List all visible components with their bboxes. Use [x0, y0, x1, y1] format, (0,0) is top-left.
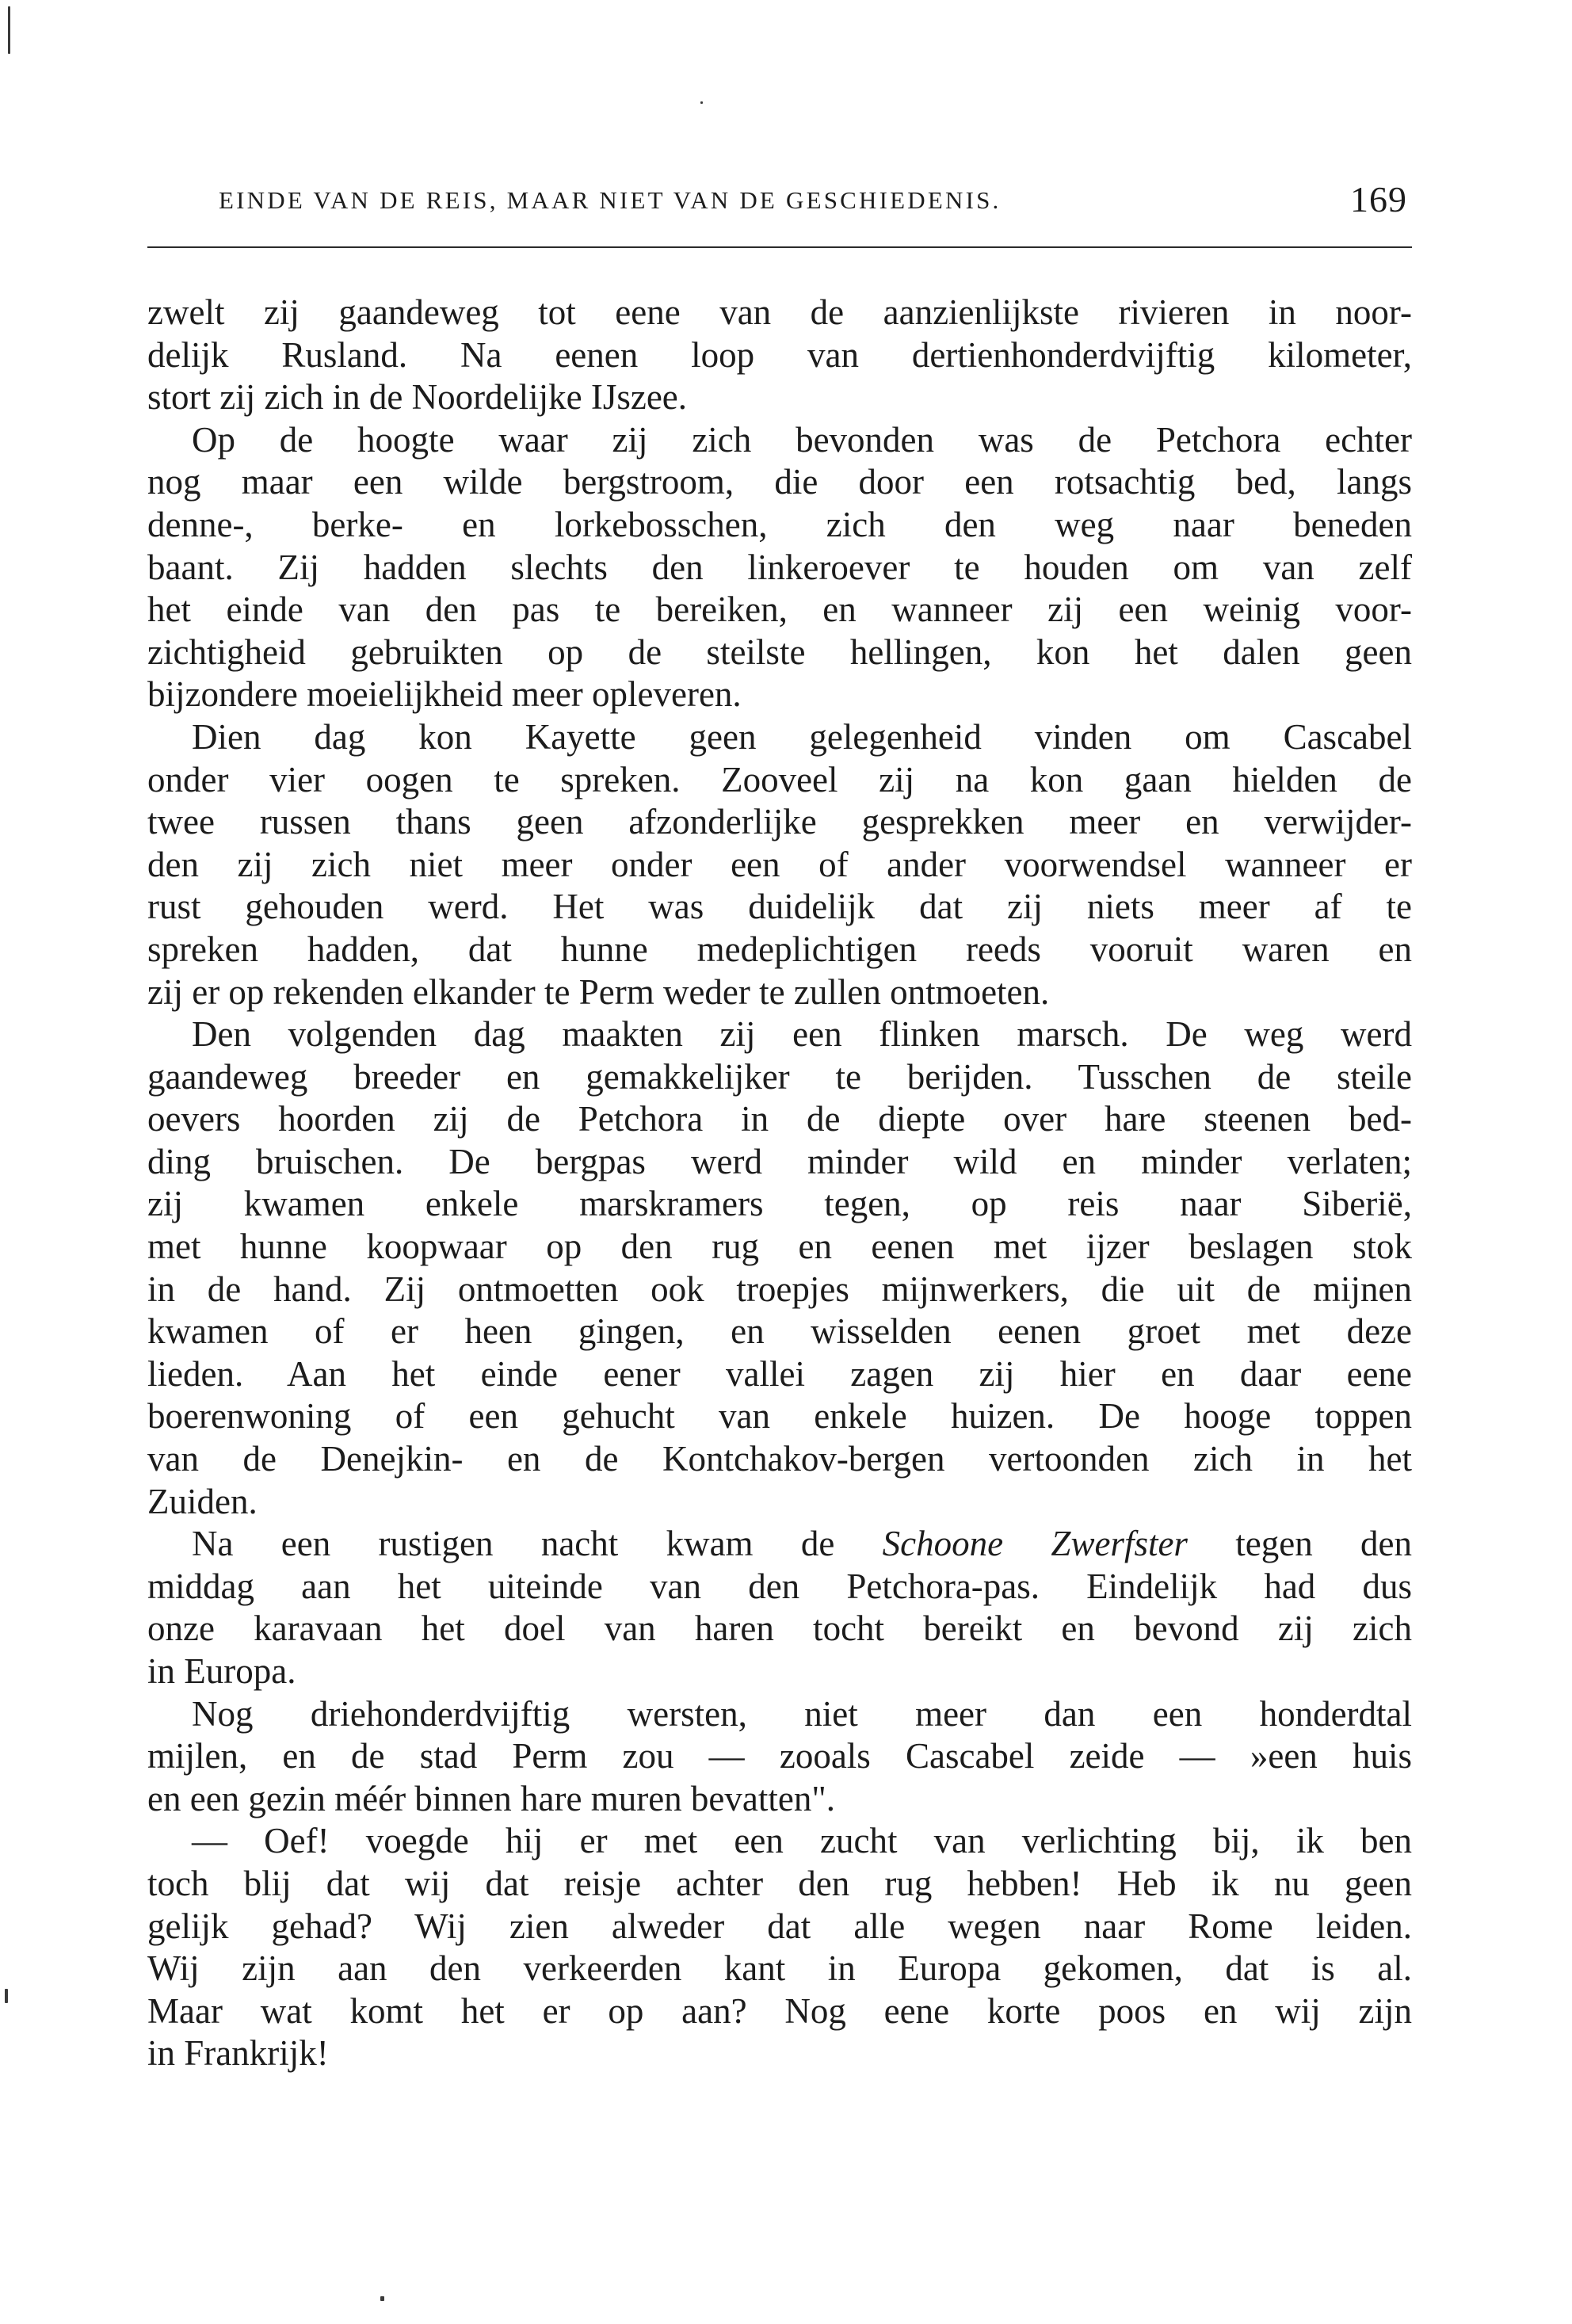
text-line: in de hand. Zij ontmoetten ook troepjes mijnwerkers, die uit de mijnen	[147, 1269, 1412, 1309]
text-line: nog maar een wilde bergstroom, die door een rotsachtig bed, langs	[147, 462, 1412, 502]
scan-mark	[700, 101, 703, 104]
text-line: mijlen, en de stad Perm zou — zooals Cascabel zeide — »een huis	[147, 1736, 1412, 1776]
text-line: denne-, berke- en lorkebosschen, zich den weg naar beneden	[147, 504, 1412, 544]
text-line: stort zij zich in de Noordelijke IJszee.	[147, 377, 688, 418]
text-line: zij er op rekenden elkander te Perm weder te zullen ontmoeten.	[147, 971, 1050, 1012]
text-line: rust gehouden werd. Het was duidelijk dat zij niets meer af te	[147, 887, 1412, 927]
text-line: het einde van den pas te bereiken, en wanneer zij een weinig voor-	[147, 590, 1412, 630]
text-line: onder vier oogen te spreken. Zooveel zij na kon gaan hielden de	[147, 759, 1412, 799]
page-header	[219, 178, 1407, 226]
text-segment: Na een rustigen nacht kwam de	[192, 1524, 883, 1564]
text-line: Wij zijn aan den verkeerden kant in Europa gekomen, dat is al.	[147, 1948, 1412, 1989]
text-line: ding bruischen. De bergpas werd minder wild en minder verlaten;	[147, 1141, 1412, 1181]
running-title: EINDE VAN DE REIS, MAAR NIET VAN DE GESCHIEDENIS.	[219, 186, 1002, 214]
text-line: gaandeweg breeder en gemakkelijker te berijden. Tusschen de steile	[147, 1056, 1412, 1097]
page-number: 169	[1350, 179, 1407, 219]
text-line: zij kwamen enkele marskramers tegen, op reis naar Siberië,	[147, 1184, 1412, 1224]
header-rule	[147, 246, 1412, 248]
text-line: den zij zich niet meer onder een of ander voorwendsel wanneer er	[147, 844, 1412, 884]
text-line: zichtigheid gebruikten op de steilste hellingen, kon het dalen geen	[147, 632, 1412, 672]
text-line: boerenwoning of een gehucht van enkele huizen. De hooge toppen	[147, 1396, 1412, 1437]
text-line: onze karavaan het doel van haren tocht bereikt en bevond zij zich	[147, 1608, 1412, 1649]
ship-name: Schoone Zwerfster	[882, 1524, 1188, 1564]
text-line: gelijk gehad? Wij zien alweder dat alle wegen naar Rome leiden.	[147, 1906, 1412, 1946]
text-line: en een gezin méér binnen hare muren bevatten".	[147, 1778, 835, 1818]
text-segment: tegen den	[1187, 1524, 1412, 1564]
text-line: spreken hadden, dat hunne medeplichtigen reeds vooruit waren en	[147, 929, 1412, 969]
text-line: in Europa.	[147, 1651, 296, 1691]
text-line: twee russen thans geen afzonderlijke gesprekken meer en verwijder-	[147, 802, 1412, 842]
text-line: Maar wat komt het er op aan? Nog eene korte poos en wij zijn	[147, 1990, 1412, 2031]
text-line	[147, 1523, 1412, 1566]
scan-mark	[8, 6, 10, 54]
scan-mark	[380, 2296, 384, 2301]
text-line: — Oef! voegde hij er met een zucht van verlichting bij, ik ben	[192, 1821, 1412, 1861]
text-line: delijk Rusland. Na eenen loop van dertienhonderdvijftig kilometer,	[147, 334, 1412, 375]
text-line: Nog driehonderdvijftig wersten, niet meer dan een honderdtal	[192, 1693, 1412, 1734]
text-line: in Frankrijk!	[147, 2033, 329, 2074]
body-text	[147, 292, 1412, 2075]
text-line: Zuiden.	[147, 1481, 258, 1521]
text-line: Den volgenden dag maakten zij een flinken marsch. De weg werd	[192, 1014, 1412, 1055]
text-line: bijzondere moeielijkheid meer opleveren.	[147, 674, 742, 715]
text-line: zwelt zij gaandeweg tot eene van de aanzienlijkste rivieren in noor-	[147, 292, 1412, 332]
text-line: toch blij dat wij dat reisje achter den rug hebben! Heb ik nu geen	[147, 1863, 1412, 1903]
text-line: Dien dag kon Kayette geen gelegenheid vinden om Cascabel	[192, 716, 1412, 757]
scan-mark	[5, 1989, 8, 2003]
text-line: baant. Zij hadden slechts den linkeroever te houden om van zelf	[147, 547, 1412, 587]
text-line: middag aan het uiteinde van den Petchora-pas. Eindelijk had dus	[147, 1566, 1412, 1606]
text-line: kwamen of er heen gingen, en wisselden eenen groet met deze	[147, 1311, 1412, 1352]
text-line: Op de hoogte waar zij zich bevonden was de Petchora echter	[192, 419, 1412, 460]
text-line: van de Denejkin- en de Kontchakov-bergen vertoonden zich in het	[147, 1439, 1412, 1479]
text-line: met hunne koopwaar op den rug en eenen met ijzer beslagen stok	[147, 1227, 1412, 1267]
text-line: oevers hoorden zij de Petchora in de diepte over hare steenen bed-	[147, 1099, 1412, 1139]
text-line: lieden. Aan het einde eener vallei zagen zij hier en daar eene	[147, 1353, 1412, 1394]
